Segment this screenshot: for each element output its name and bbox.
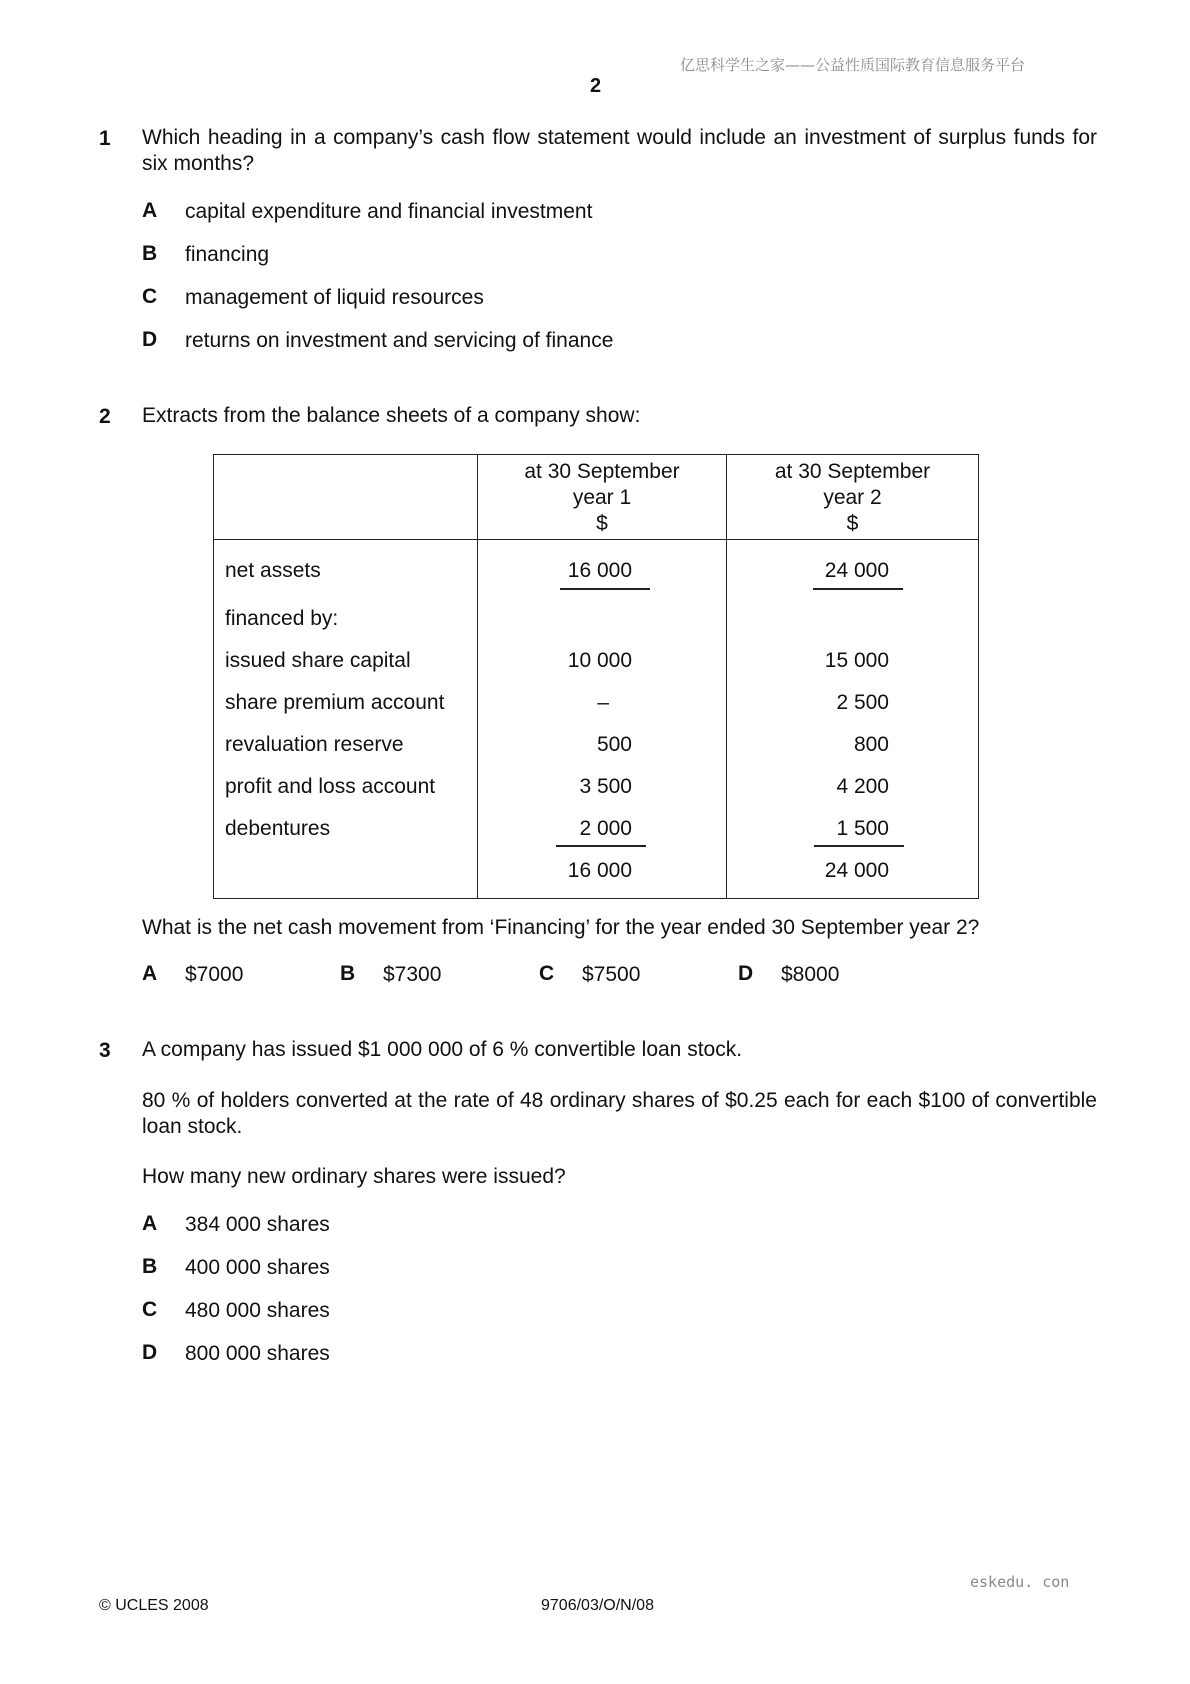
question-2-intro: Extracts from the balance sheets of a company show: (142, 404, 641, 427)
header-watermark: 亿思科学生之家——公益性质国际教育信息服务平台 (680, 56, 1026, 74)
q2-option-c-letter: C (539, 962, 555, 985)
year-2-heading-line-1: at 30 September (774, 460, 931, 483)
year-1-issued-share-capital: 10 000 (567, 649, 632, 672)
q2-option-c-text: $7500 (582, 963, 641, 986)
year-1-heading-line-2: year 1 (572, 486, 632, 509)
year-2-revaluation-reserve: 800 (853, 733, 889, 756)
header-year-2 (727, 455, 979, 540)
q1-option-b-letter: B (142, 242, 158, 265)
q1-option-d-text: returns on investment and servicing of finance (185, 329, 614, 352)
q2-option-d-letter: D (738, 962, 754, 985)
year-2-financed-by (727, 598, 978, 640)
year-2-heading-line-2: year 2 (823, 486, 882, 509)
header-empty-cell (214, 455, 478, 540)
q2-option-b-text: $7300 (383, 963, 442, 986)
row-label-revaluation-reserve: revaluation reserve (225, 733, 404, 756)
year-1-net-assets: 16 000 (478, 544, 726, 598)
table-header-row (214, 455, 979, 540)
q2-option-b-letter: B (340, 962, 356, 985)
question-3-text: How many new ordinary shares were issued? (142, 1165, 566, 1188)
year-2-heading-currency: $ (846, 512, 859, 535)
row-label-net-assets: net assets (225, 559, 321, 582)
q3-option-c-text: 480 000 shares (185, 1299, 330, 1322)
question-1-number: 1 (99, 127, 111, 150)
year-1-heading-currency: $ (596, 512, 608, 535)
year-2-values-column (727, 540, 979, 899)
q1-option-d-letter: D (142, 328, 158, 351)
question-3-line-1: A company has issued $1 000 000 of 6 % convertible loan stock. (142, 1038, 743, 1061)
year-2-issued-share-capital: 15 000 (824, 649, 889, 672)
year-1-net-assets-underline (560, 588, 650, 590)
year-2-share-premium: 2 500 (836, 691, 889, 714)
year-2-net-assets: 24 000 (727, 544, 978, 598)
q1-option-c-letter: C (142, 285, 158, 308)
q3-option-b-letter: B (142, 1255, 158, 1278)
footer-paper-code: 9706/03/O/N/08 (541, 1597, 654, 1614)
q3-option-a-letter: A (142, 1212, 158, 1235)
q1-option-c-text: management of liquid resources (185, 286, 484, 309)
header-year-1 (478, 455, 727, 540)
year-1-financed-by (478, 598, 726, 640)
row-label-debentures: debentures (225, 817, 331, 840)
q1-option-b-text: financing (185, 243, 270, 266)
table-body-row (214, 540, 979, 899)
question-3-number: 3 (99, 1039, 111, 1062)
year-1-total: 16 000 (567, 859, 632, 882)
year-2-net-assets-underline (813, 588, 903, 590)
question-2-number: 2 (99, 405, 111, 428)
year-2-profit-and-loss: 4 200 (836, 775, 889, 798)
balance-sheet-table (213, 454, 979, 899)
question-2-text: What is the net cash movement from ‘Financing’ for the year ended 30 September year 2? (142, 916, 980, 939)
question-3-line-2: 80 % of holders converted at the rate of 48 ordinary shares of $0.25 each for each $100 of convertible loan stock. (142, 1089, 1097, 1138)
footer-copyright: © UCLES 2008 (99, 1597, 209, 1614)
q2-option-a-text: $7000 (185, 963, 244, 986)
footer-watermark: eskedu. con (970, 1573, 1070, 1591)
labels-column (214, 540, 478, 899)
q1-option-a-text: capital expenditure and financial investment (185, 200, 593, 223)
q2-option-d-text: $8000 (781, 963, 840, 986)
q3-option-c-letter: C (142, 1298, 158, 1321)
row-label-financed-by: financed by: (225, 607, 339, 630)
q3-option-a-text: 384 000 shares (185, 1213, 330, 1236)
q3-option-d-text: 800 000 shares (185, 1342, 330, 1365)
row-label-profit-and-loss: profit and loss account (225, 775, 436, 798)
row-label-total (225, 850, 477, 892)
q1-option-a-letter: A (142, 199, 158, 222)
year-1-heading-line-1: at 30 September (524, 460, 680, 483)
year-1-share-premium: – (597, 691, 609, 714)
year-2-total: 24 000 (824, 859, 889, 882)
question-1-text: Which heading in a company’s cash flow statement would include an investment of surplus funds for six months? (142, 126, 1097, 175)
q2-option-a-letter: A (142, 962, 158, 985)
year-1-revaluation-reserve: 500 (596, 733, 632, 756)
q3-option-b-text: 400 000 shares (185, 1256, 330, 1279)
year-1-profit-and-loss: 3 500 (579, 775, 632, 798)
year-1-values-column (478, 540, 727, 899)
page-number: 2 (590, 75, 602, 97)
year-1-debentures: 2 000 (478, 808, 726, 850)
year-2-debentures: 1 500 (727, 808, 978, 850)
row-label-share-premium: share premium account (225, 691, 445, 714)
year-1-debentures-underline (556, 845, 646, 847)
row-label-issued-share-capital: issued share capital (225, 649, 411, 672)
year-2-debentures-underline (814, 845, 904, 847)
q3-option-d-letter: D (142, 1341, 158, 1364)
